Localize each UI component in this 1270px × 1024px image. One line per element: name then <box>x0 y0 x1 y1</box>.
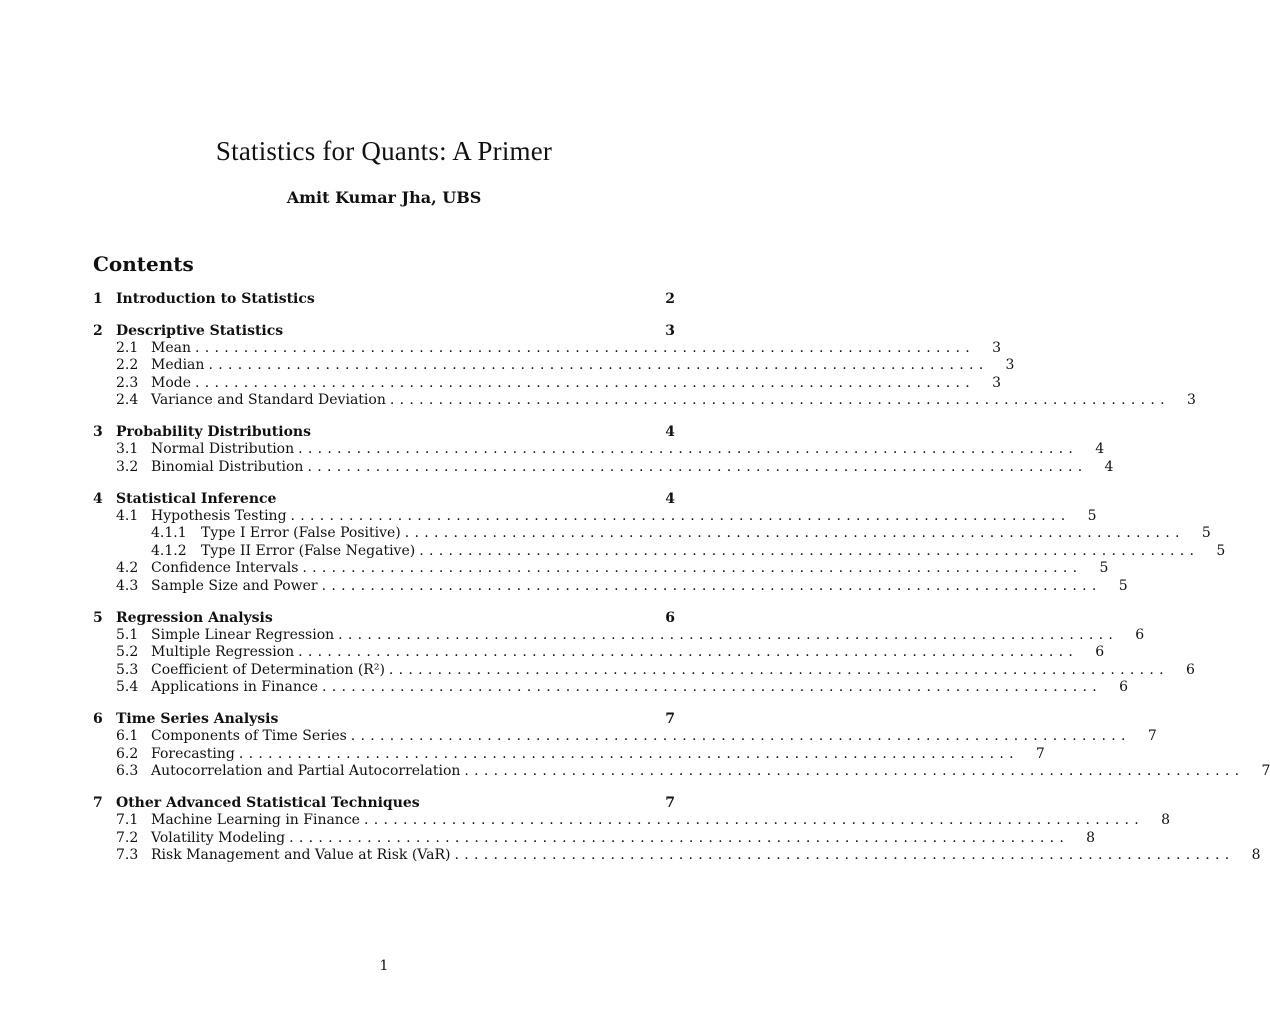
toc-subsection-entry[interactable] <box>93 679 1129 697</box>
toc-entry-title: Sample Size and Power <box>151 577 318 594</box>
toc-entry-page: 8 <box>1086 829 1096 846</box>
toc-section-entry[interactable] <box>93 423 675 441</box>
toc-section-entry[interactable] <box>93 710 675 728</box>
toc-subsection-entry[interactable] <box>93 458 1114 477</box>
toc-entry-title: Variance and Standard Deviation <box>151 392 386 408</box>
dot-leader: ................................................................................ <box>404 525 1185 541</box>
toc-entry-number: 2.1 <box>116 339 139 356</box>
dot-leader: ................................................................................ <box>419 542 1200 559</box>
toc-entry-page: 6 <box>1135 626 1145 643</box>
toc-entry-page: 7 <box>1035 745 1045 762</box>
toc-subsection-entry[interactable] <box>93 339 1001 358</box>
toc-subsection-entry[interactable] <box>93 829 1096 848</box>
toc-subsubsection-entry[interactable] <box>93 542 1226 561</box>
toc-entry-page: 3 <box>992 374 1002 391</box>
toc-subsection-entry[interactable] <box>93 577 1128 596</box>
toc-entry-page: 7 <box>1261 763 1270 779</box>
toc-entry-title: Mean <box>151 339 191 356</box>
toc-entry-number: 4.1 <box>116 507 139 524</box>
toc-section-number: 1 <box>93 291 103 307</box>
contents-heading: Contents <box>93 252 194 276</box>
toc-section-page: 2 <box>665 291 675 307</box>
dot-leader: ................................................................................ <box>338 626 1119 643</box>
toc-entry-title: Simple Linear Regression <box>151 626 335 643</box>
toc-entry-number: 5.3 <box>116 661 139 678</box>
dot-leader: ................................................................................ <box>302 560 1083 576</box>
toc-entry-number: 7.1 <box>116 812 139 828</box>
toc-subsection-entry[interactable] <box>93 560 1109 578</box>
toc-entry-page: 3 <box>1186 392 1196 408</box>
dot-leader: ................................................................................ <box>322 679 1103 695</box>
toc-section-page: 6 <box>665 609 675 626</box>
toc-entry-page: 7 <box>1147 728 1157 744</box>
toc-section-title: Time Series Analysis <box>116 711 279 727</box>
toc-entry-number: 2.4 <box>116 392 139 408</box>
toc-entry-title: Type I Error (False Positive) <box>201 525 401 541</box>
toc-entry-page: 5 <box>1087 507 1097 524</box>
toc-entry-title: Volatility Modeling <box>151 829 286 846</box>
toc-entry-page: 4 <box>1104 458 1114 475</box>
dot-leader: ................................................................................ <box>307 458 1088 475</box>
toc-subsection-entry[interactable] <box>93 626 1145 645</box>
toc-entry-title: Normal Distribution <box>151 441 295 457</box>
dot-leader: ................................................................................ <box>389 392 1170 408</box>
toc-entry-title: Type II Error (False Negative) <box>201 542 416 559</box>
toc-entry-title: Multiple Regression <box>151 644 295 660</box>
toc-entry-page: 4 <box>1095 441 1105 457</box>
dot-leader: ................................................................................ <box>298 441 1079 457</box>
toc-entry-title: Coefficient of Determination (R²) <box>151 661 385 678</box>
toc-section-page: 4 <box>665 424 675 440</box>
toc-section-title: Introduction to Statistics <box>116 291 315 307</box>
toc-entry-title: Binomial Distribution <box>151 458 304 475</box>
toc-entry-page: 8 <box>1161 812 1170 828</box>
toc-section-title: Descriptive Statistics <box>116 322 284 339</box>
toc-subsection-entry[interactable] <box>93 728 1157 746</box>
toc-entry-title: Machine Learning in Finance <box>151 812 360 828</box>
toc-entry-title: Hypothesis Testing <box>151 507 287 524</box>
toc-entry-title: Applications in Finance <box>151 679 319 695</box>
toc-section-page: 7 <box>665 711 675 727</box>
dot-leader: ................................................................................ <box>208 357 989 373</box>
toc-entry-number: 4.1.1 <box>151 525 187 541</box>
toc-section-title: Regression Analysis <box>116 609 273 626</box>
toc-entry-number: 2.2 <box>116 357 139 373</box>
dot-leader: ................................................................................ <box>464 763 1245 779</box>
table-of-contents <box>93 290 1270 865</box>
dot-leader: ................................................................................ <box>238 745 1019 762</box>
toc-subsection-entry[interactable] <box>93 644 1105 662</box>
toc-subsection-entry[interactable] <box>93 812 1170 830</box>
document-author: Amit Kumar Jha, UBS <box>286 188 482 207</box>
toc-entry-page: 5 <box>1099 560 1109 576</box>
dot-leader: ................................................................................ <box>195 374 976 391</box>
toc-subsubsection-entry[interactable] <box>93 525 1211 543</box>
toc-entry-page: 3 <box>992 339 1001 356</box>
toc-entry-page: 5 <box>1118 577 1128 594</box>
toc-section-title: Other Advanced Statistical Techniques <box>116 795 420 811</box>
toc-entry-number: 6.1 <box>116 728 139 744</box>
toc-subsection-entry[interactable] <box>93 847 1261 865</box>
toc-entry-title: Autocorrelation and Partial Autocorrelation <box>151 763 461 779</box>
toc-entry-page: 8 <box>1251 847 1261 863</box>
toc-entry-number: 7.3 <box>116 847 139 863</box>
toc-entry-number: 4.1.2 <box>151 542 187 559</box>
toc-entry-number: 5.2 <box>116 644 139 660</box>
toc-section-page: 3 <box>665 322 675 339</box>
toc-entry-page: 3 <box>1005 357 1015 373</box>
toc-entry-title: Mode <box>151 374 192 391</box>
toc-entry-number: 7.2 <box>116 829 139 846</box>
toc-entry-number: 5.4 <box>116 679 139 695</box>
toc-subsection-entry[interactable] <box>93 374 1002 393</box>
toc-section-entry[interactable] <box>93 794 675 812</box>
dot-leader: ................................................................................ <box>363 812 1144 828</box>
toc-section-entry[interactable] <box>93 609 675 627</box>
toc-entry-page: 6 <box>1119 679 1129 695</box>
toc-entry-page: 5 <box>1201 525 1211 541</box>
toc-subsection-entry[interactable] <box>93 763 1270 781</box>
toc-section-number: 6 <box>93 711 103 727</box>
toc-entry-number: 3.1 <box>116 441 139 457</box>
toc-entry-number: 6.2 <box>116 745 139 762</box>
dot-leader: ................................................................................ <box>194 339 975 356</box>
toc-subsection-entry[interactable] <box>93 357 1015 375</box>
page-number: 1 <box>379 958 389 974</box>
dot-leader: ................................................................................ <box>321 577 1102 594</box>
document-title: Statistics for Quants: A Primer <box>215 136 553 166</box>
toc-section-entry[interactable] <box>93 490 675 508</box>
toc-subsection-entry[interactable] <box>93 441 1105 459</box>
toc-entry-title: Forecasting <box>151 745 235 762</box>
toc-section-number: 7 <box>93 795 103 811</box>
toc-section-page: 4 <box>665 490 675 507</box>
toc-subsection-entry[interactable] <box>93 392 1196 410</box>
toc-section-page: 7 <box>665 795 675 811</box>
toc-section-title: Probability Distributions <box>116 424 311 440</box>
toc-section-title: Statistical Inference <box>116 490 277 507</box>
toc-entry-number: 4.2 <box>116 560 139 576</box>
toc-entry-number: 5.1 <box>116 626 139 643</box>
toc-subsection-entry[interactable] <box>93 745 1045 764</box>
toc-entry-number: 2.3 <box>116 374 139 391</box>
toc-entry-title: Confidence Intervals <box>151 560 299 576</box>
toc-section-number: 5 <box>93 609 103 626</box>
toc-entry-title: Components of Time Series <box>151 728 347 744</box>
dot-leader: ................................................................................ <box>290 507 1071 524</box>
dot-leader: ................................................................................ <box>350 728 1131 744</box>
toc-entry-page: 6 <box>1186 661 1195 678</box>
toc-entry-title: Risk Management and Value at Risk (VaR) <box>151 847 451 863</box>
toc-entry-number: 3.2 <box>116 458 139 475</box>
toc-section-entry[interactable] <box>93 290 675 308</box>
toc-section-entry[interactable] <box>93 322 675 340</box>
toc-section-number: 3 <box>93 424 103 440</box>
dot-leader: ................................................................................ <box>388 661 1169 678</box>
dot-leader: ................................................................................ <box>289 829 1070 846</box>
toc-entry-page: 6 <box>1095 644 1105 660</box>
toc-section-number: 4 <box>93 490 103 507</box>
dot-leader: ................................................................................ <box>454 847 1235 863</box>
toc-entry-number: 6.3 <box>116 763 139 779</box>
toc-subsection-entry[interactable] <box>93 661 1195 680</box>
dot-leader: ................................................................................ <box>298 644 1079 660</box>
toc-entry-number: 4.3 <box>116 577 139 594</box>
toc-subsection-entry[interactable] <box>93 507 1097 526</box>
toc-entry-title: Median <box>151 357 205 373</box>
toc-section-number: 2 <box>93 322 103 339</box>
toc-entry-page: 5 <box>1216 542 1226 559</box>
